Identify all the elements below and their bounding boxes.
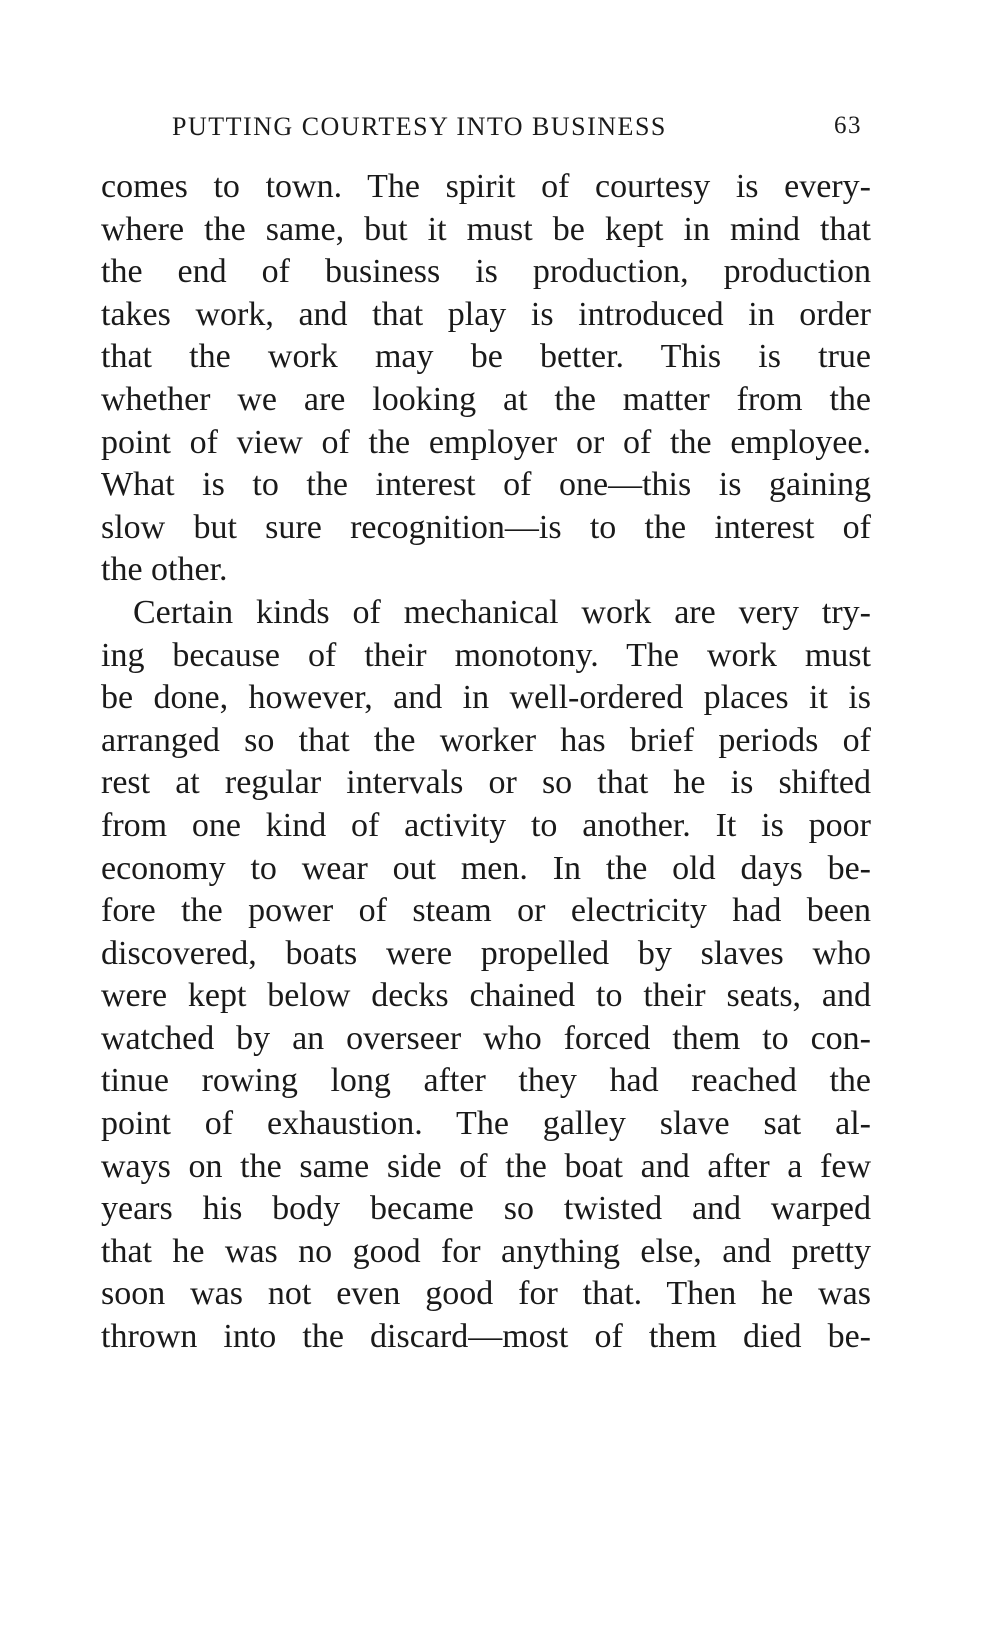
text-line: What is to the interest of one—this is gaining [101,466,871,504]
paragraph-1 [101,166,871,592]
text-line: slow but sure recognition—is to the interest of [101,508,871,546]
text-line: ways on the same side of the boat and after a few [101,1147,871,1185]
text-line: the end of business is production, production [101,253,871,291]
text-line: soon was not even good for that. Then he was [101,1275,871,1313]
text-line: ing because of their monotony. The work must [101,636,871,674]
running-header-title: PUTTING COURTESY INTO BUSINESS [172,112,667,141]
text-line: fore the power of steam or electricity had been [101,892,871,930]
paragraph-2 [101,592,871,1359]
text-line: comes to town. The spirit of courtesy is every- [101,168,871,205]
text-line: years his body became so twisted and warped [101,1190,871,1228]
page-number: 63 [834,112,862,139]
text-line: where the same, but it must be kept in mind that [101,210,871,248]
text-line: whether we are looking at the matter from the [101,380,871,418]
text-line: arranged so that the worker has brief periods of [101,721,871,759]
text-line: the other. [101,551,228,589]
running-header [172,112,872,152]
text-line: rest at regular intervals or so that he is shifted [101,764,871,802]
text-line: watched by an overseer who forced them to con- [101,1019,871,1057]
text-line: be done, however, and in well-ordered places it is [101,679,871,717]
text-line: point of view of the employer or of the employee. [101,423,871,461]
text-line: discovered, boats were propelled by slaves who [101,934,871,972]
text-line: point of exhaustion. The galley slave sat al- [101,1105,871,1143]
text-line: tinue rowing long after they had reached the [101,1062,871,1100]
text-line: were kept below decks chained to their seats, and [101,977,871,1015]
text-line: thrown into the discard—most of them died be- [101,1318,871,1356]
text-line: that he was no good for anything else, and pretty [101,1232,871,1270]
text-line: economy to wear out men. In the old days be- [101,849,871,887]
body-text [101,166,871,1359]
text-line: from one kind of activity to another. It is poor [101,806,871,844]
text-line: takes work, and that play is introduced in order [101,295,871,333]
text-line: that the work may be better. This is true [101,338,871,376]
text-line: Certain kinds of mechanical work are very try- [133,593,871,631]
